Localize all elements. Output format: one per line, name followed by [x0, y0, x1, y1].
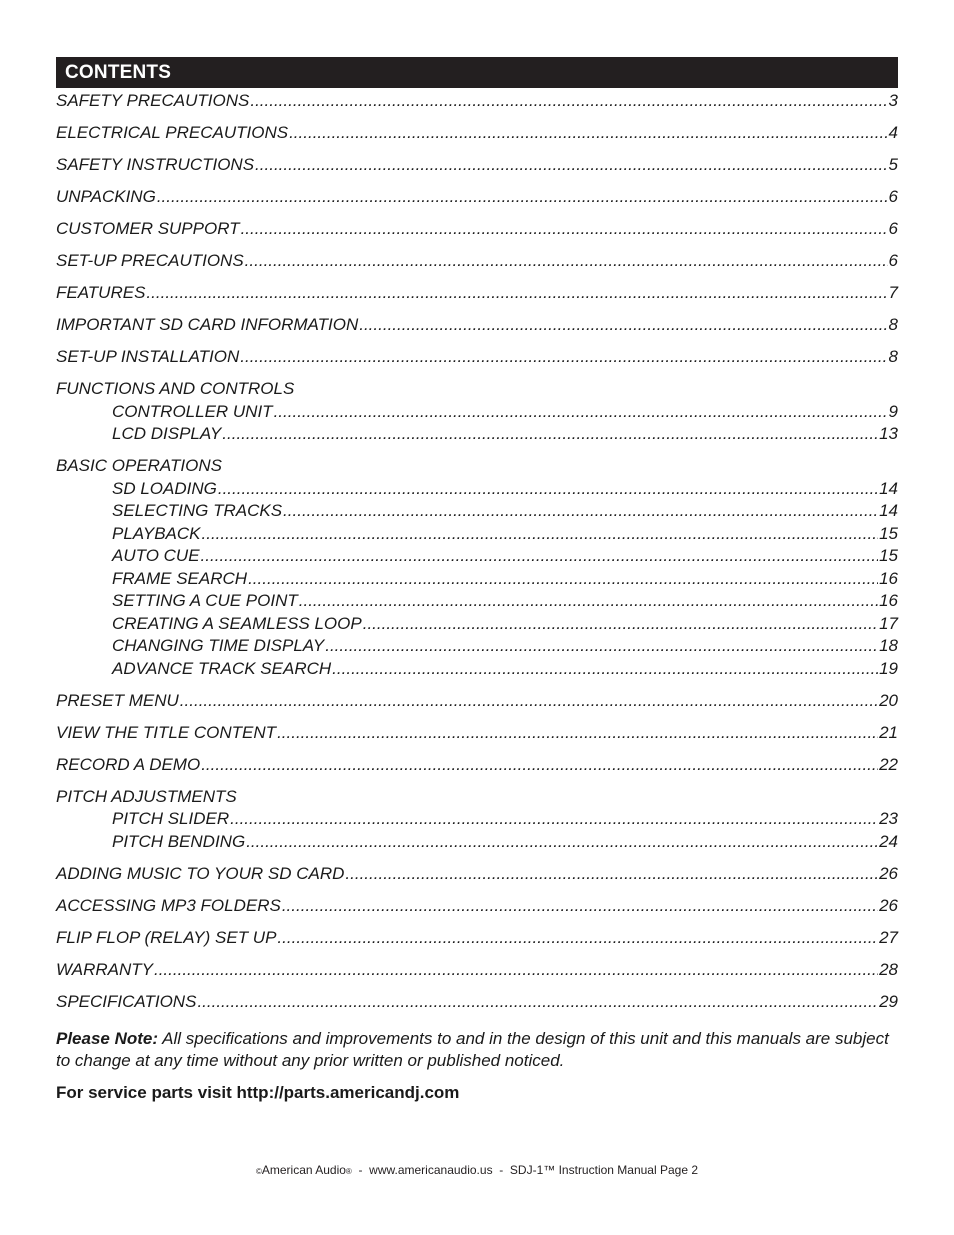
- toc-entry-label: PLAYBACK: [112, 523, 201, 543]
- toc-entry-setup-installation[interactable]: [56, 346, 898, 369]
- toc-entry-page: 8: [888, 315, 898, 334]
- toc-entry-page: 27: [879, 927, 898, 947]
- dot-leader: [274, 401, 888, 424]
- toc-entry-label: ADVANCE TRACK SEARCH: [112, 658, 332, 678]
- dot-leader: [277, 927, 878, 950]
- toc-entry-electrical-precautions[interactable]: [56, 122, 898, 145]
- dot-leader: [255, 154, 887, 177]
- toc-entry-label: SAFETY PRECAUTIONS: [56, 91, 250, 110]
- toc-entry-page: 14: [879, 501, 898, 520]
- toc-entry-label: SET-UP INSTALLATION: [56, 347, 240, 366]
- toc-entry-seamless-loop[interactable]: [56, 613, 898, 636]
- toc-entry-label: ACCESSING MP3 FOLDERS: [56, 895, 281, 915]
- dot-leader: [180, 690, 878, 713]
- toc-entry-page: 16: [879, 568, 898, 588]
- toc-entry-controller-unit[interactable]: [56, 401, 898, 424]
- toc-entry-page: 6: [888, 219, 898, 238]
- dot-leader: [157, 186, 888, 209]
- please-note-text: All specifications and improvements to and in the design of this unit and this manuals are subject to change at any time without any prior written or published noticed.: [56, 1029, 889, 1070]
- dot-leader: [222, 423, 878, 446]
- toc-section-functions-controls: FUNCTIONS AND CONTROLS: [56, 379, 295, 398]
- toc-entry-safety-instructions[interactable]: [56, 154, 898, 177]
- page-footer: [0, 1162, 954, 1180]
- dot-leader: [245, 250, 888, 273]
- dot-leader: [363, 613, 878, 636]
- toc-entry-label: SET-UP PRECAUTIONS: [56, 251, 244, 270]
- toc-entry-customer-support[interactable]: [56, 218, 898, 241]
- toc-entry-page: 9: [888, 401, 898, 421]
- toc-section-pitch-adjustments: PITCH ADJUSTMENTS: [56, 786, 237, 806]
- toc-entry-label: CUSTOMER SUPPORT: [56, 219, 240, 238]
- toc-entry-warranty[interactable]: [56, 959, 898, 982]
- dot-leader: [248, 568, 878, 591]
- toc-entry-page: 13: [879, 424, 898, 443]
- dot-leader: [154, 959, 878, 982]
- toc-entry-label: CREATING A SEAMLESS LOOP: [112, 613, 362, 633]
- please-note-lead: Please Note:: [56, 1029, 159, 1048]
- toc-entry-page: 23: [879, 809, 898, 828]
- toc-entry-label: ADDING MUSIC TO YOUR SD CARD: [56, 863, 345, 883]
- footer-separator: -: [351, 1163, 370, 1177]
- toc-entry-label: SETTING A CUE POINT: [112, 591, 298, 610]
- contents-header: [56, 57, 898, 88]
- footer-brand: American Audio: [261, 1163, 346, 1177]
- dot-leader: [299, 590, 878, 613]
- toc-entry-adding-music[interactable]: [56, 863, 898, 886]
- toc-entry-label: VIEW THE TITLE CONTENT: [56, 722, 277, 742]
- toc-entry-page: 17: [879, 613, 898, 633]
- toc-entry-page: 15: [879, 546, 898, 565]
- toc-entry-label: AUTO CUE: [112, 546, 200, 565]
- toc-section-basic-operations: BASIC OPERATIONS: [56, 456, 222, 475]
- toc-entry-label: RECORD A DEMO: [56, 754, 201, 774]
- toc-entry-page: 7: [888, 283, 898, 302]
- toc-entry-auto-cue[interactable]: [56, 545, 898, 568]
- toc-entry-label: PRESET MENU: [56, 690, 179, 710]
- toc-entry-selecting-tracks[interactable]: [56, 500, 898, 523]
- toc-entry-page: 24: [879, 831, 898, 851]
- toc-entry-page: 6: [888, 251, 898, 270]
- toc-entry-page: 3: [888, 91, 898, 110]
- toc-entry-setup-precautions[interactable]: [56, 250, 898, 273]
- toc-entry-pitch-slider[interactable]: [56, 808, 898, 831]
- toc-entry-page: 22: [879, 754, 898, 774]
- toc-entry-specifications[interactable]: [56, 991, 898, 1014]
- toc-entry-label: SD LOADING: [112, 478, 217, 498]
- toc-entry-label: FLIP FLOP (RELAY) SET UP: [56, 927, 277, 947]
- dot-leader: [202, 523, 879, 546]
- contents-title: CONTENTS: [65, 62, 172, 83]
- toc-entry-page: 5: [888, 155, 898, 174]
- dot-leader: [332, 658, 878, 681]
- toc-entry-playback[interactable]: [56, 523, 898, 546]
- copyright-symbol: ©: [255, 1167, 262, 1176]
- toc-entry-page: 29: [879, 991, 898, 1011]
- toc-entry-label: FRAME SEARCH: [112, 568, 248, 588]
- toc-entry-flip-flop[interactable]: [56, 927, 898, 950]
- toc-entry-view-title-content[interactable]: [56, 722, 898, 745]
- toc-entry-page: 14: [879, 478, 898, 498]
- toc-entry-sd-loading[interactable]: [56, 478, 898, 501]
- dot-leader: [201, 754, 878, 777]
- toc-entry-label: SELECTING TRACKS: [112, 501, 283, 520]
- dot-leader: [277, 722, 878, 745]
- toc-entry-label: WARRANTY: [56, 959, 153, 979]
- toc-entry-page: 26: [879, 863, 898, 883]
- toc-entry-page: 20: [879, 690, 898, 710]
- toc-entry-page: 6: [888, 187, 898, 206]
- service-parts-line: For service parts visit http://parts.americandj.com: [56, 1083, 460, 1102]
- footer-manual-page: SDJ-1™ Instruction Manual Page 2: [509, 1163, 699, 1177]
- toc-entry-page: 21: [879, 722, 898, 742]
- toc-entry-safety-precautions[interactable]: [56, 90, 898, 113]
- dot-leader: [345, 863, 878, 886]
- toc-entry-sd-card-information[interactable]: [56, 314, 898, 337]
- dot-leader: [246, 831, 878, 854]
- toc-entry-page: 16: [879, 591, 898, 610]
- toc-entry-page: 15: [879, 523, 898, 543]
- toc-entry-accessing-mp3-folders[interactable]: [56, 895, 898, 918]
- dot-leader: [282, 895, 878, 918]
- dot-leader: [359, 314, 887, 337]
- dot-leader: [240, 346, 887, 369]
- toc-entry-label: CONTROLLER UNIT: [112, 401, 273, 421]
- toc-entry-page: 19: [879, 658, 898, 678]
- toc-entry-advance-track-search[interactable]: [56, 658, 898, 681]
- dot-leader: [289, 122, 887, 145]
- toc-entry-page: 4: [888, 123, 898, 142]
- toc-entry-label: LCD DISPLAY: [112, 424, 222, 443]
- footer-website: www.americanaudio.us: [369, 1163, 493, 1177]
- toc-entry-frame-search[interactable]: [56, 568, 898, 591]
- please-note-paragraph: [56, 1028, 898, 1072]
- toc-entry-pitch-bending[interactable]: [56, 831, 898, 854]
- footer-separator: -: [492, 1163, 510, 1177]
- registered-symbol: ®: [345, 1167, 352, 1176]
- toc-entry-label: UNPACKING: [56, 187, 156, 206]
- toc-entry-label: ELECTRICAL PRECAUTIONS: [56, 123, 289, 142]
- toc-entry-label: SPECIFICATIONS: [56, 991, 197, 1011]
- dot-leader: [146, 282, 887, 305]
- toc-entry-page: 8: [888, 347, 898, 366]
- toc-entry-features[interactable]: [56, 282, 898, 305]
- toc-entry-record-demo[interactable]: [56, 754, 898, 777]
- toc-entry-page: 26: [879, 895, 898, 915]
- dot-leader: [250, 90, 887, 113]
- toc-entry-page: 18: [879, 636, 898, 655]
- dot-leader: [218, 478, 878, 501]
- toc-entry-preset-menu[interactable]: [56, 690, 898, 713]
- toc-entry-label: PITCH BENDING: [112, 831, 246, 851]
- dot-leader: [197, 991, 878, 1014]
- toc-entry-label: CHANGING TIME DISPLAY: [112, 636, 325, 655]
- toc-entry-label: FEATURES: [56, 283, 146, 302]
- toc-entry-unpacking[interactable]: [56, 186, 898, 209]
- dot-leader: [201, 545, 879, 568]
- toc-entry-label: SAFETY INSTRUCTIONS: [56, 155, 255, 174]
- toc-entry-page: 28: [879, 959, 898, 979]
- dot-leader: [230, 808, 878, 831]
- toc-entry-label: PITCH SLIDER: [112, 809, 230, 828]
- dot-leader: [325, 635, 878, 658]
- toc-entry-lcd-display[interactable]: [56, 423, 898, 446]
- table-of-contents: [56, 90, 898, 1013]
- toc-entry-label: IMPORTANT SD CARD INFORMATION: [56, 315, 359, 334]
- toc-entry-changing-time-display[interactable]: [56, 635, 898, 658]
- toc-entry-setting-cue-point[interactable]: [56, 590, 898, 613]
- dot-leader: [241, 218, 888, 241]
- dot-leader: [283, 500, 878, 523]
